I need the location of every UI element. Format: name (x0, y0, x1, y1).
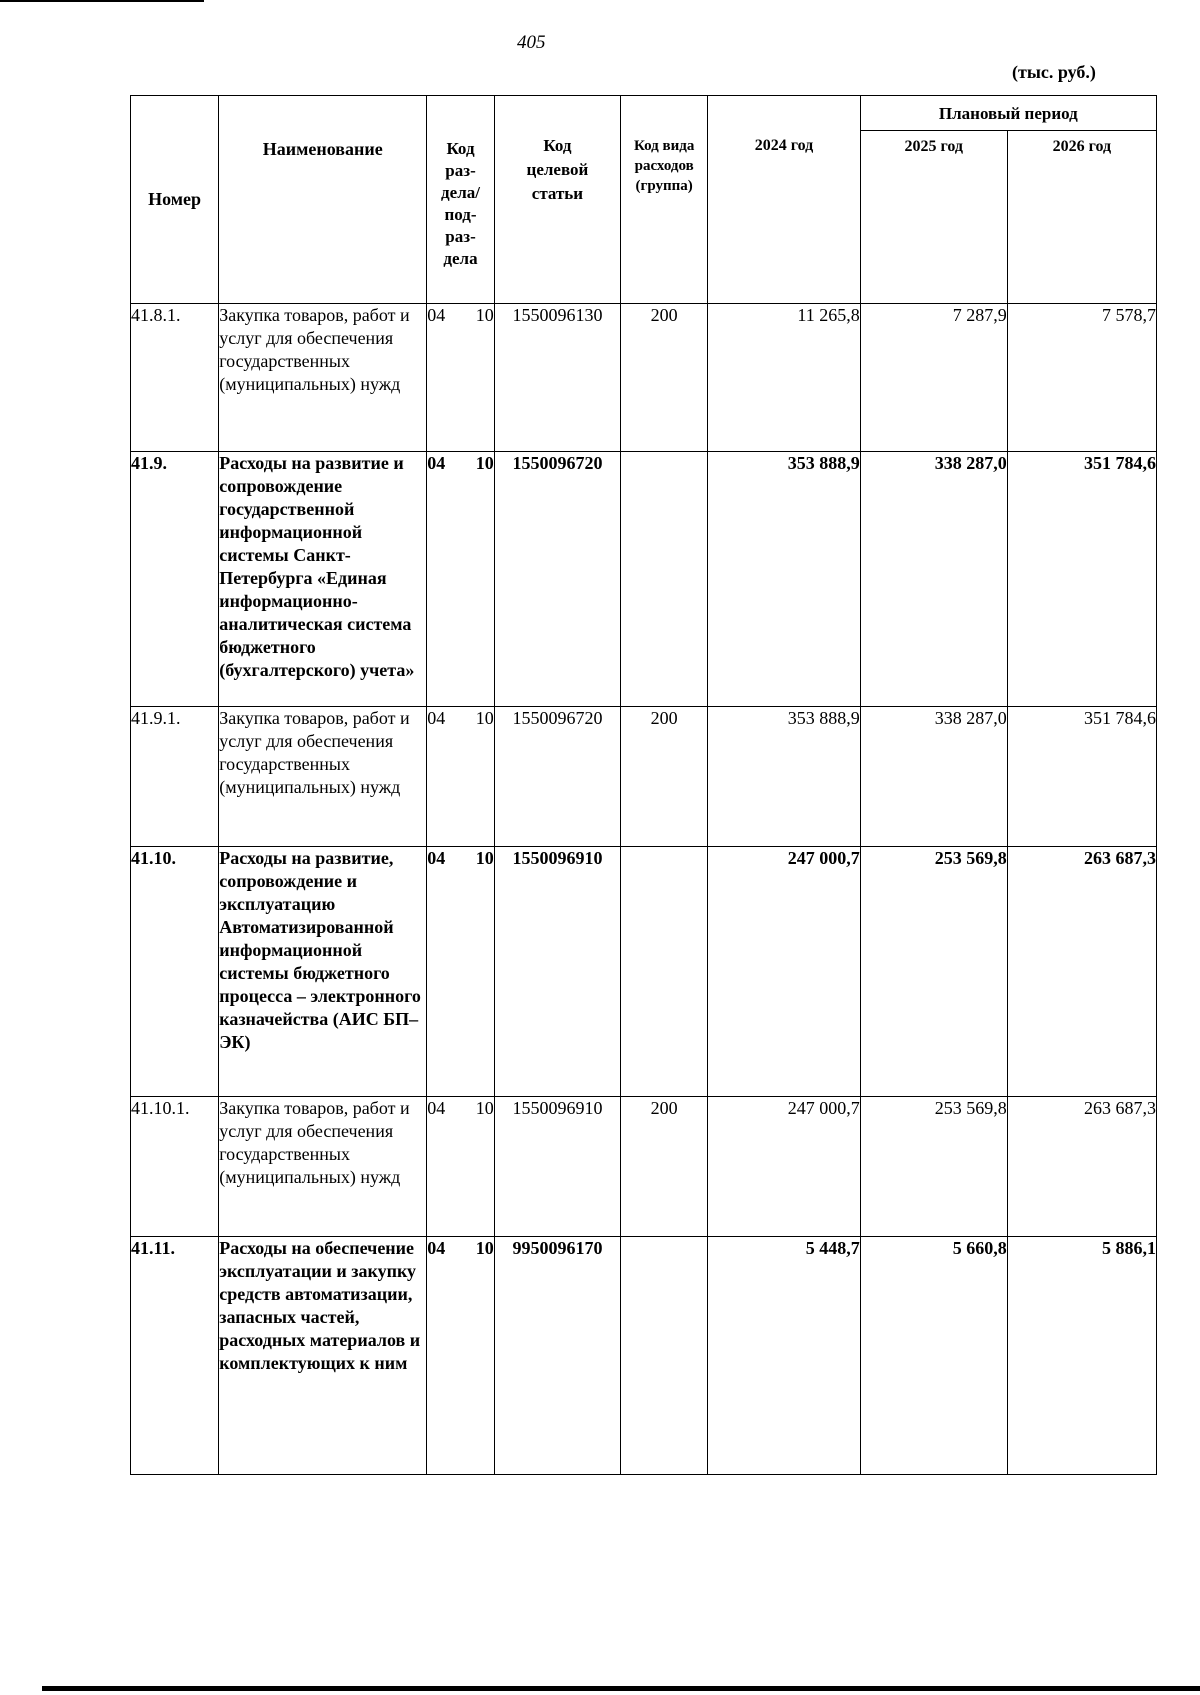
row-subsection: 10 (475, 1238, 494, 1258)
row-subsection: 10 (475, 453, 494, 473)
row-2024-value: 247 000,7 (708, 1097, 860, 1237)
header-planned-period: Плановый период (860, 96, 1156, 131)
row-expense-type (621, 847, 708, 1097)
row-target-code: 1550096130 (494, 304, 620, 452)
table-row (131, 1097, 1157, 1237)
row-section-code (427, 1237, 495, 1475)
header-2024: 2024 год (708, 96, 860, 304)
row-number: 41.9.1. (131, 707, 219, 847)
row-name: Расходы на обеспечение эксплуатации и закупку средств автоматизации, запасных частей, расходных материалов и комплектующих к ним (219, 1237, 427, 1475)
row-section: 04 (427, 305, 446, 325)
top-rule (0, 0, 204, 2)
row-2025-value: 5 660,8 (860, 1237, 1007, 1475)
row-number: 41.11. (131, 1237, 219, 1475)
row-2024-value: 353 888,9 (708, 452, 860, 707)
row-number: 41.10. (131, 847, 219, 1097)
row-expense-type (621, 452, 708, 707)
row-section: 04 (427, 848, 446, 868)
row-expense-type: 200 (621, 1097, 708, 1237)
row-expense-type (621, 1237, 708, 1475)
row-2025-value: 7 287,9 (860, 304, 1007, 452)
row-number: 41.8.1. (131, 304, 219, 452)
header-name: Наименование (219, 96, 427, 304)
row-target-code: 9950096170 (494, 1237, 620, 1475)
units-label: (тыс. руб.) (1012, 62, 1096, 82)
row-subsection: 10 (475, 305, 494, 325)
row-2026-value: 5 886,1 (1007, 1237, 1156, 1475)
budget-table (130, 95, 1157, 1475)
row-2024-value: 353 888,9 (708, 707, 860, 847)
table-row (131, 847, 1157, 1097)
table-row (131, 304, 1157, 452)
row-target-code: 1550096910 (494, 1097, 620, 1237)
table-row (131, 707, 1157, 847)
row-expense-type: 200 (621, 707, 708, 847)
row-2026-value: 351 784,6 (1007, 452, 1156, 707)
row-name: Закупка товаров, работ и услуг для обеспечения государственных (муниципальных) нужд (219, 1097, 427, 1237)
row-2025-value: 253 569,8 (860, 1097, 1007, 1237)
row-name: Расходы на развитие и сопровождение государственной информационной системы Санкт-Петербурга «Единая информационно-аналитическая система бюджетного (бухгалтерского) учета» (219, 452, 427, 707)
table-row (131, 452, 1157, 707)
row-subsection: 10 (475, 708, 494, 728)
row-2026-value: 263 687,3 (1007, 847, 1156, 1097)
header-section-code: Код раз- дела/ под- раз- дела (427, 96, 495, 304)
page-number: 405 (517, 32, 546, 53)
row-2024-value: 247 000,7 (708, 847, 860, 1097)
row-target-code: 1550096910 (494, 847, 620, 1097)
row-name: Закупка товаров, работ и услуг для обеспечения государственных (муниципальных) нужд (219, 707, 427, 847)
row-2025-value: 338 287,0 (860, 707, 1007, 847)
row-2025-value: 253 569,8 (860, 847, 1007, 1097)
row-subsection: 10 (475, 848, 494, 868)
row-expense-type: 200 (621, 304, 708, 452)
header-2025: 2025 год (860, 131, 1007, 304)
bottom-rule (42, 1686, 1200, 1691)
row-2026-value: 7 578,7 (1007, 304, 1156, 452)
header-2026: 2026 год (1007, 131, 1156, 304)
table-row (131, 1237, 1157, 1475)
row-section-code (427, 847, 495, 1097)
row-number: 41.10.1. (131, 1097, 219, 1237)
row-name: Закупка товаров, работ и услуг для обеспечения государственных (муниципальных) нужд (219, 304, 427, 452)
row-section-code (427, 304, 495, 452)
row-section: 04 (427, 1098, 446, 1118)
row-subsection: 10 (475, 1098, 494, 1118)
row-section-code (427, 452, 495, 707)
row-target-code: 1550096720 (494, 452, 620, 707)
row-2024-value: 5 448,7 (708, 1237, 860, 1475)
row-section-code (427, 707, 495, 847)
row-2024-value: 11 265,8 (708, 304, 860, 452)
table-header (131, 96, 1157, 304)
table-body (131, 304, 1157, 1475)
row-name: Расходы на развитие, сопровождение и эксплуатацию Автоматизированной информационной системы бюджетного процесса – электронного казначейства (АИС БП–ЭК) (219, 847, 427, 1097)
row-section: 04 (427, 708, 446, 728)
header-target-code: Код целевой статьи (494, 96, 620, 304)
row-2025-value: 338 287,0 (860, 452, 1007, 707)
header-expense-type: Код вида расходов (группа) (621, 96, 708, 304)
row-section-code (427, 1097, 495, 1237)
row-section: 04 (427, 453, 446, 473)
header-number: Номер (131, 96, 219, 304)
row-target-code: 1550096720 (494, 707, 620, 847)
row-number: 41.9. (131, 452, 219, 707)
row-2026-value: 263 687,3 (1007, 1097, 1156, 1237)
row-section: 04 (427, 1238, 446, 1258)
row-2026-value: 351 784,6 (1007, 707, 1156, 847)
